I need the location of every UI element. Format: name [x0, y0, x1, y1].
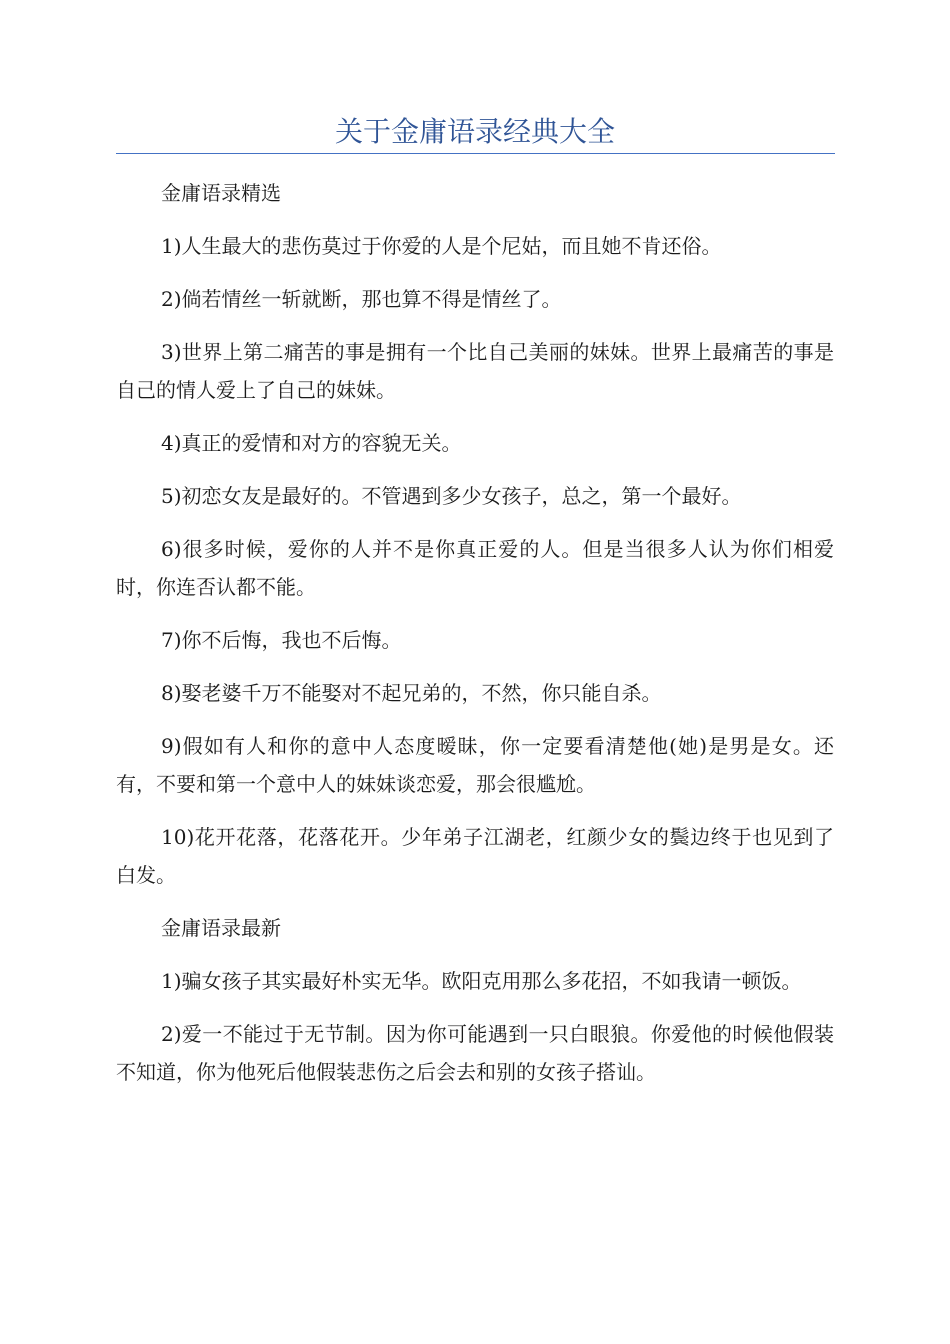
quote-item: 8)娶老婆千万不能娶对不起兄弟的，不然，你只能自杀。 [161, 681, 662, 705]
quote-item: 1)人生最大的悲伤莫过于你爱的人是个尼姑，而且她不肯还俗。 [161, 234, 722, 258]
quote-item: 2)爱一不能过于无节制。因为你可能遇到一只白眼狼。你爱他的时候他假装不知道，你为他死后他假装悲伤之后会去和别的女孩子搭讪。 [116, 1022, 834, 1084]
document-title: 关于金庸语录经典大全 [334, 115, 615, 148]
quote-item: 7)你不后悔，我也不后悔。 [161, 628, 402, 652]
quote-item: 4)真正的爱情和对方的容貌无关。 [161, 431, 462, 455]
quote-item: 2)倘若情丝一斩就断，那也算不得是情丝了。 [161, 287, 562, 311]
section-heading-selected: 金庸语录精选 [161, 181, 281, 205]
quote-item: 5)初恋女友是最好的。不管遇到多少女孩子，总之，第一个最好。 [161, 484, 742, 508]
quote-item: 6)很多时候，爱你的人并不是你真正爱的人。但是当很多人认为你们相爱时，你连否认都不能。 [116, 537, 834, 599]
title-underline [116, 153, 835, 154]
quote-item: 9)假如有人和你的意中人态度暧昧，你一定要看清楚他(她)是男是女。还有，不要和第一个意中人的妹妹谈恋爱，那会很尴尬。 [116, 734, 834, 796]
quote-item: 10)花开花落，花落花开。少年弟子江湖老，红颜少女的鬓边终于也见到了白发。 [116, 825, 834, 887]
document-body [116, 174, 834, 1106]
section-heading-latest: 金庸语录最新 [161, 916, 281, 940]
quote-item: 3)世界上第二痛苦的事是拥有一个比自己美丽的妹妹。世界上最痛苦的事是自己的情人爱上了自己的妹妹。 [116, 340, 834, 402]
quote-item: 1)骗女孩子其实最好朴实无华。欧阳克用那么多花招，不如我请一顿饭。 [161, 969, 802, 993]
